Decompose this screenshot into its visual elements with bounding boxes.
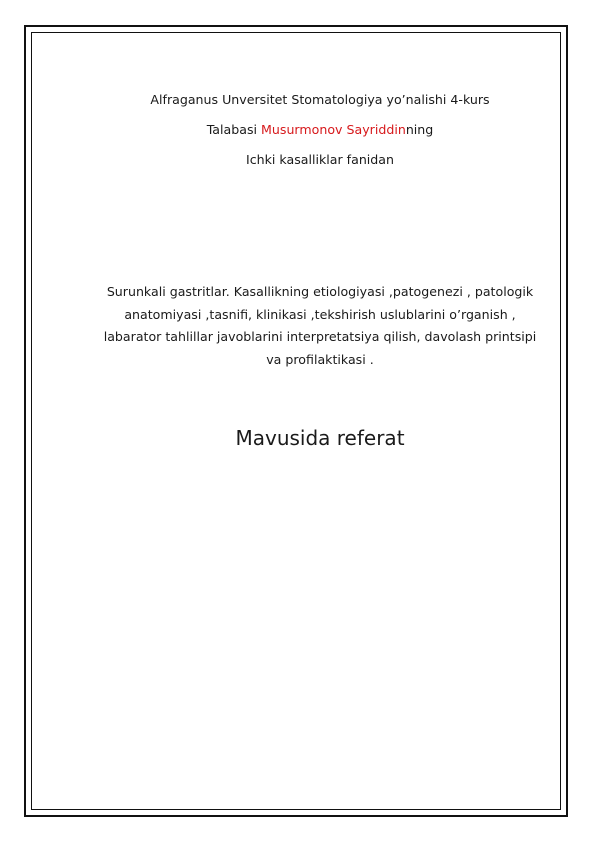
student-suffix: ning bbox=[405, 122, 434, 137]
topic-line: Surunkali gastritlar. Kasallikning etiologiyasi ,patogenezi , patologik bbox=[106, 284, 534, 299]
topic-paragraph bbox=[90, 281, 550, 371]
page-border-inner bbox=[31, 32, 561, 810]
topic-line: anatomiyasi ,tasnifi, klinikasi ,tekshirish uslublarini o’rganish , bbox=[124, 306, 516, 322]
subject-line: Ichki kasalliklar fanidan bbox=[246, 152, 394, 167]
topic-line: labarator tahlillar javoblarini interpretatsiya qilish, davolash printsipi bbox=[103, 329, 537, 344]
student-name: Musurmonov Sayriddin bbox=[261, 122, 406, 137]
page-border-outer bbox=[24, 25, 568, 817]
university-line: Alfraganus Unversitet Stomatologiya yo’nalishi 4-kurs bbox=[150, 92, 490, 107]
topic-line: va profilaktikasi . bbox=[266, 351, 374, 367]
student-line bbox=[22, 122, 596, 138]
student-prefix: Talabasi bbox=[206, 122, 262, 137]
document-title: Mavusida referat bbox=[235, 426, 405, 450]
